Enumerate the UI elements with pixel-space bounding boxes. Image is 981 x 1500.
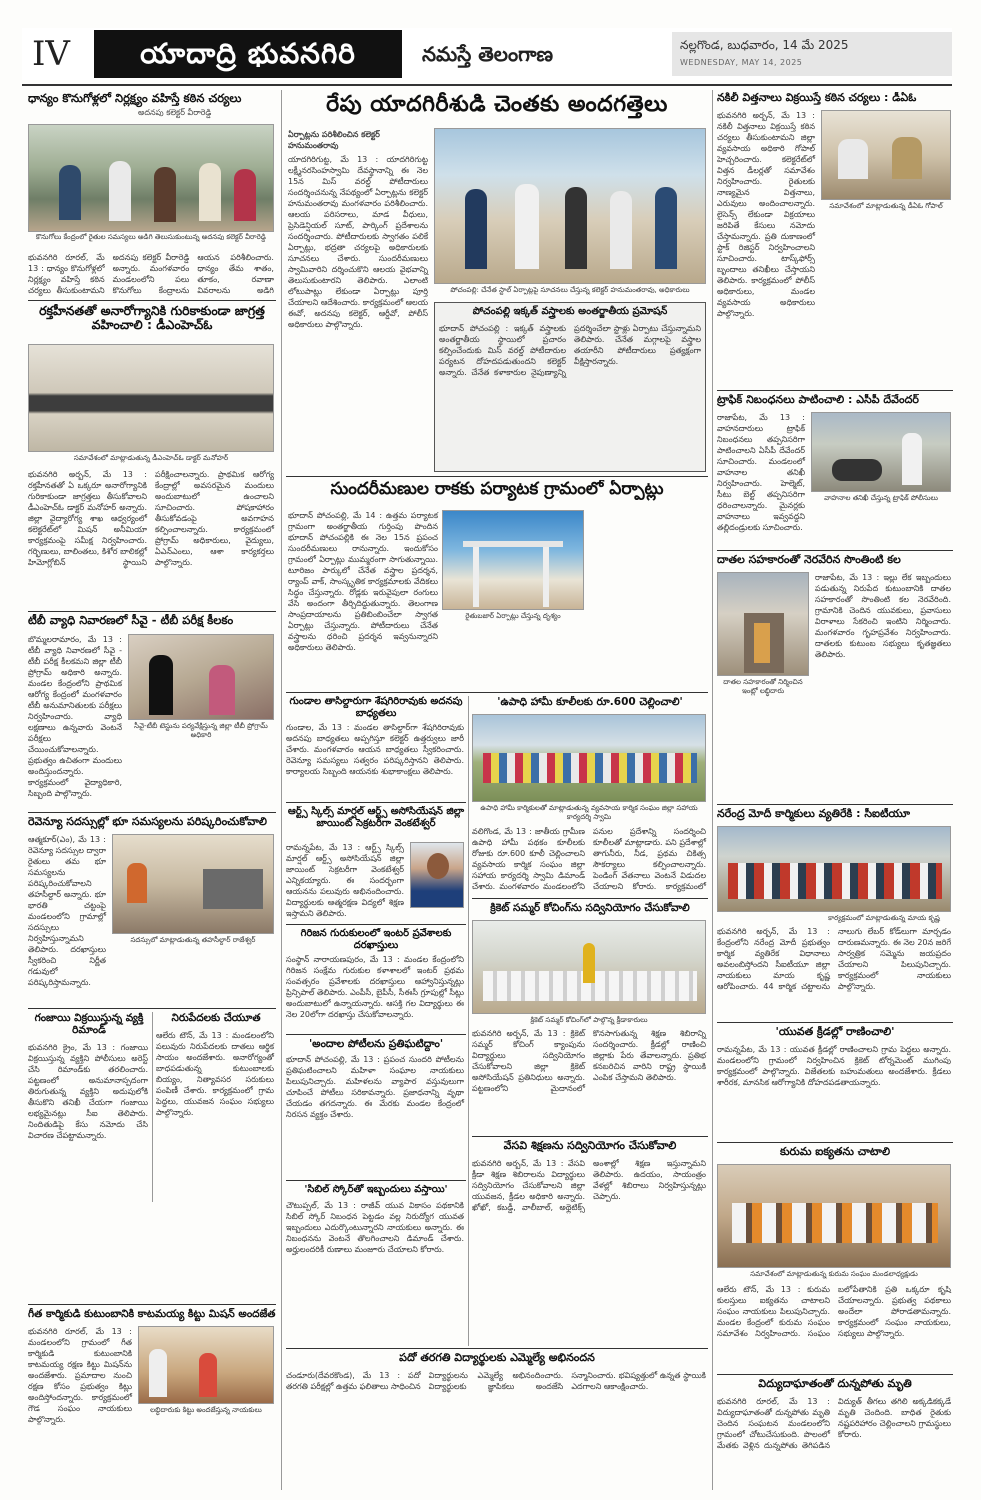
article-pochampally-arrangements <box>286 480 708 690</box>
paper-name: నమస్తే తెలంగాణ <box>422 42 554 66</box>
article-body: రామన్నపేట, మే 13 : ఆర్ట్స్ స్కిల్స్ మార్షల్ ఆర్ట్స్ అసోసియేషన్ జిల్లా జాయింట్ సెక్రటరీగా వెంకటేశ్వర్ ఎన్నికయ్యారు. ఈ సందర్భంగా ఆయనను పలువురు అభినందించారు. విద్యార్థులకు ఆత్మరక్షణ విద్యలో శిక్షణ ఇస్తామని తెలిపారు. <box>286 843 404 918</box>
column-divider <box>712 90 713 1490</box>
headline: విద్యుదాఘాతంతో దున్నపోతు మృతి <box>758 1378 912 1390</box>
photo-kit-distribution <box>138 1326 274 1404</box>
article-pageant-protest <box>286 1038 466 1178</box>
article-body: ఆత్మకూర్(ఎం), మే 13 : రెవెన్యూ సదస్సుల ద్వారా రైతులు తమ భూ సమస్యలను పరిష్కరించుకోవాలని తహసీల్దార్ అన్నారు. భూ భారతి చట్టంపై మండలంలోని గ్రామాల్లో సదస్సులు నిర్వహిస్తున్నామని తెలిపారు. దరఖాస్తులు స్వీకరించి నిర్ణీత గడువులో పరిష్కరిస్తామన్నారు. <box>28 835 106 987</box>
photo-caption: సమావేశంలో మాట్లాడుతున్న డీఏఓ గోపాల్ <box>829 202 943 210</box>
article-body: రాజాపేట, మే 13 : వాహనదారులు ట్రాఫిక్ నిబంధనలు తప్పనిసరిగా పాటించాలని ఏసీపీ దేవేందర్ సూచించారు. మండలంలో వాహనాల తనిఖీ నిర్వహించారు. హెల్మెట్, సీటు బెల్ట్ తప్పనిసరిగా ధరించాలన్నారు. మైనర్లకు వాహనాలు ఇవ్వవద్దని తల్లిదండ్రులకు సూచించారు. <box>717 413 805 532</box>
article-body: ఆలేరు టౌన్, మే 13 : మండలంలోని పలువురు నిరుపేదలకు దాతలు ఆర్థిక సాయం అందజేశారు. అనారోగ్యంతో బాధపడుతున్న కుటుంబాలకు బియ్యం, నిత్యావసర సరుకులు పంపిణీ చేశారు. కార్యక్రమంలో గ్రామ పెద్దలు, యువజన సంఘం సభ్యులు పాల్గొన్నారు. <box>156 1031 274 1117</box>
photo-caption: సీవై-టీబీ టెస్టును పర్యవేక్షిస్తున్న జిల్లా టీబీ ప్రోగ్రామ్ అధికారి <box>134 722 268 739</box>
section-rule <box>286 802 466 803</box>
section-rule <box>28 812 276 813</box>
headline: ఆర్ట్స్ స్కిల్స్ మార్షల్ ఆర్ట్స్ అసోసియేషన్ జిల్లా జాయింట్ సెక్రటరీగా వెంకటేశ్వర్ <box>287 806 465 829</box>
article-body: భువనగిరి అర్బన్, మే 13 : వేసవి క్రీడా శిక్షణ శిబిరాలను విద్యార్థులు సద్వినియోగం చేసుకోవాలని జిల్లా యువజన, క్రీడల అధికారి అన్నారు. ఖోఖో, కబడ్డీ, వాలీబాల్, అథ్లెటిక్స్ అంశాల్లో శిక్షణ ఇస్తున్నామని తెలిపారు. ఉదయం, సాయంత్రం వేళల్లో శిబిరాలు నిర్వహిస్తున్నట్లు చెప్పారు. <box>472 1159 706 1212</box>
article-toddy-tapper-kit <box>28 1308 276 1490</box>
photo-nrega-workers <box>472 714 706 802</box>
article-body: వలిగొండ, మే 13 : జాతీయ గ్రామీణ ఉపాధి హామీ పథకం కూలీలకు రోజుకు రూ.600 కూలీ చెల్లించాలని వ్యవసాయ కార్మిక సంఘం జిల్లా సహాయ కార్యదర్శి స్వామి డిమాండ్ చేశారు. మంగళవారం మండలంలోని పనుల ప్రదేశాన్ని సందర్శించి కూలీలతో మాట్లాడారు. పని ప్రదేశాల్లో తాగునీరు, నీడ, ప్రథమ చికిత్స సౌకర్యాలు కల్పించాలన్నారు. పెండింగ్ వేతనాలు వెంటనే విడుదల చేయాలని కోరారు. కార్యక్రమంలో <box>472 827 706 891</box>
section-rule <box>717 804 953 805</box>
headline: నిరుపేదలకు చేయూత <box>171 1012 261 1024</box>
article-electrocution <box>717 1378 953 1490</box>
photo-cricket-camp <box>472 920 706 1014</box>
section-rule <box>286 924 466 925</box>
photo-traffic-check <box>811 412 951 492</box>
section-rule <box>472 1136 708 1137</box>
photo-kuruma-meeting <box>717 1164 951 1268</box>
headline: కురుమ ఐక్యతను చాటాలి <box>779 1146 891 1158</box>
section-rule <box>286 476 708 477</box>
headline: వేసవి శిక్షణను సద్వినియోగం చేసుకోవాలి <box>503 1140 677 1152</box>
article-body: సంస్థాన్ నారాయణపురం, మే 13 : మండల కేంద్రంలోని గిరిజన సంక్షేమ గురుకుల కళాశాలలో ఇంటర్ ప్రథమ సంవత్సరం ప్రవేశాలకు దరఖాస్తులు ఆహ్వానిస్తున్నట్లు ప్రిన్సిపాల్ తెలిపారు. ఎంపీసీ, బైపీసీ, సీఈసీ గ్రూపుల్లో సీట్లు అందుబాటులో ఉన్నాయన్నారు. ఆసక్తి గల విద్యార్థులు ఈ నెల 20లోగా దరఖాస్తు చేసుకోవాలన్నారు. <box>286 955 464 1019</box>
headline: ధాన్యం కొనుగోళ్లలో నిర్లక్ష్యం వహిస్తే కఠిన చర్యలు <box>28 92 242 105</box>
section-rule <box>472 898 708 899</box>
photo-caption: కార్యక్రమంలో మాట్లాడుతున్న మాయ కృష్ణ <box>828 914 940 922</box>
headline: నకిలీ విత్తనాలు విక్రయిస్తే కఠిన చర్యలు : డీఏఓ <box>717 92 917 104</box>
photo-caption: కొనుగోలు కేంద్రంలో రైతుల సమస్యలు అడిగి తెలుసుకుంటున్న అదనపు కలెక్టర్ వీరారెడ్డి <box>36 233 266 241</box>
date-english: WEDNESDAY, MAY 14, 2025 <box>680 58 803 67</box>
section-rule <box>28 611 276 612</box>
article-charity <box>156 1012 276 1202</box>
article-paddy-procurement <box>28 92 276 297</box>
article-fake-seeds <box>717 92 953 388</box>
headline: 'ఉపాధి హామీ కూలీలకు రూ.600 చెల్లించాలి' <box>497 696 683 708</box>
section-rule <box>717 390 953 391</box>
article-body-bottom <box>717 242 951 386</box>
article-body: గుండాల, మే 13 : మండల తాసిల్దార్‌గా శేషగిరిరావుకు అదనపు బాధ్యతలు అప్పగిస్తూ కలెక్టర్ ఉత్తర్వులు జారీ చేశారు. మంగళవారం ఆయన బాధ్యతలు స్వీకరించారు. రెవెన్యూ సమస్యలు సత్వరం పరిష్కరిస్తానని తెలిపారు. కార్యాలయ సిబ్బంది ఆయనకు శుభాకాంక్షలు తెలిపారు. <box>286 723 464 776</box>
article-lead-miss-world <box>286 92 708 474</box>
byline: అదనపు కలెక్టర్ వీరారెడ్డి <box>138 108 212 118</box>
column-divider <box>152 1012 153 1202</box>
photo-tb-camp <box>128 634 274 720</box>
section-rule <box>286 1034 466 1035</box>
photo-caption: సమావేశంలో మాట్లాడుతున్న డీఎంహెచ్ఓ డాక్టర్ మనోహర్ <box>73 454 229 462</box>
article-body: భువనగిరి రూరల్, మే 13 : విద్యుదాఘాతంతో దున్నపోతు మృతి చెందిన సంఘటన మండలంలోని గ్రామంలో చోటుచేసుకుంది. పొలంలో మేతకు వెళ్లిన దున్నపోతు తెగిపడిన విద్యుత్ తీగలు తగిలి అక్కడికక్కడే మృతి చెందింది. బాధిత రైతుకు నష్టపరిహారం చెల్లించాలని గ్రామస్థులు కోరారు. <box>717 1397 951 1450</box>
date-box <box>672 32 952 76</box>
photo-dao-meeting <box>821 110 951 200</box>
article-body: చౌటుప్పల్, మే 13 : రాజీవ్ యువ వికాసం పథకానికి సిబిల్ స్కోర్ నిబంధన పెట్టడం వల్ల నిరుద్యోగ యువత ఇబ్బందులు ఎదుర్కొంటున్నారని నాయకులు అన్నారు. ఈ నిబంధనను వెంటనే తొలగించాలని డిమాండ్ చేశారు. అర్హులందరికీ రుణాలు మంజూరు చేయాలని కోరారు. <box>286 1201 464 1254</box>
photo-caption: ఉపాధి హామీ కార్మికులతో మాట్లాడుతున్న వ్యవసాయ కార్మిక సంఘం జిల్లా సహాయ కార్యదర్శి స్వామి <box>480 804 698 821</box>
masthead <box>22 28 952 80</box>
section-rule <box>286 1348 708 1349</box>
article-cibil-score <box>286 1184 466 1334</box>
section-rule <box>717 550 953 551</box>
section-rule <box>286 1180 466 1181</box>
article-youth-sports <box>717 1026 953 1140</box>
article-tahsildar <box>286 696 466 800</box>
article-body: ఆలేరు టౌన్, మే 13 : కురుమ కులస్తులు ఐక్యతను చాటాలని సంఘం నాయకులు పిలుపునిచ్చారు. మండల కేంద్రంలో కురుమ సంఘం సమావేశం నిర్వహించారు. సంఘం బలోపేతానికి ప్రతి ఒక్కరూ కృషి చేయాలన్నారు. ప్రభుత్వ పథకాలు అందేలా పోరాడతామన్నారు. కార్యక్రమంలో సంఘం నాయకులు, సభ్యులు పాల్గొన్నారు. <box>717 1285 951 1338</box>
article-body: యాదగిరిగుట్ట, మే 13 : యాదగిరిగుట్ట లక్ష్మీనరసింహస్వామి దేవస్థానాన్ని ఈ నెల 15న మిస్ వరల్డ్ పోటీదారులు సందర్శించనున్న నేపథ్యంలో ఏర్పాట్లను కలెక్టర్ హనుమంతరావు మంగళవారం పరిశీలించారు. ఆలయ పరిసరాలు, మాడ వీధులు, ప్రెసిడెన్షియల్ సూట్, పార్కింగ్ ప్రదేశాలను సందర్శించారు. పోటీదారులకు స్వాగతం పలికే ఏర్పాట్లు, భద్రతా చర్యలపై అధికారులకు సూచనలు చేశారు. సుందరీమణులు స్వామివారిని దర్శించుకొని ఆలయ వైభవాన్ని తెలుసుకుంటారని తెలిపారు. ఎలాంటి లోటుపాట్లు లేకుండా ఏర్పాట్లు పూర్తి చేయాలని ఆదేశించారు. కార్యక్రమంలో ఆలయ ఈవో, అదనపు కలెక్టర్, ఆర్డీవో, పోలీస్ అధికారులు పాల్గొన్నారు. <box>288 155 428 329</box>
photo-caption: పోచంపల్లి: చేనేత స్టాల్ ఏర్పాట్లపై సూచనలు చేస్తున్న కలెక్టర్ హనుమంతరావు, అధికారులు <box>450 286 690 294</box>
headline: గిరిజన గురుకులంలో ఇంటర్ ప్రవేశాలకు దరఖాస్తులు <box>300 928 452 951</box>
headline: 'సిబిల్ స్కోర్‌తో ఇబ్బందులు వస్తాయి' <box>304 1184 448 1195</box>
photo-new-house <box>717 572 809 676</box>
headline: రక్తహీనతతో అనారోగ్యానికి గురికాకుండా జాగ్రత్త వహించాలి : డీఎంహెచ్ఓ <box>39 304 265 333</box>
section-rule <box>717 1374 953 1375</box>
headline: గుండాల తాసిల్దారుగా శేషగిరిరావుకు అదనపు బాధ్యతలు <box>289 696 463 719</box>
headline: 'యువత క్రీడల్లో రాణించాలి' <box>775 1026 895 1038</box>
article-body: భువనగిరి రూరల్, మే 13 : ధాన్యం కొనుగోళ్లలో నిర్లక్ష్యం వహిస్తే కఠిన చర్యలు తీసుకుంటామని అదనపు కలెక్టర్ వీరారెడ్డి అన్నారు. మంగళవారం మండలంలోని పలు కొనుగోలు కేంద్రాలను ఆయన పరిశీలించారు. ధాన్యం తేమ శాతం, తూకం, రవాణా వివరాలను అడిగి <box>28 253 274 295</box>
article-summer-training <box>472 1140 708 1330</box>
headline: 'అందాల పోటీలను ప్రతిఘటిద్దాం' <box>308 1038 444 1050</box>
article-body: బొమ్మలరామారం, మే 13 : టీబీ వ్యాధి నివారణలో సీవై - టీబీ పరీక్ష కీలకమని జిల్లా టీబీ ప్రోగ్రామ్ అధికారి అన్నారు. మండల కేంద్రంలోని ప్రాథమిక ఆరోగ్య కేంద్రంలో మంగళవారం టీబీ అనుమానితులకు పరీక్షలు నిర్వహించారు. వ్యాధి లక్షణాలు ఉన్నవారు వెంటనే పరీక్షలు చేయించుకోవాలన్నారు. ప్రభుత్వం ఉచితంగా మందులు అందిస్తుందన్నారు. కార్యక్రమంలో వైద్యాధికారి, సిబ్బంది పాల్గొన్నారు. <box>28 635 122 798</box>
article-kuruma-unity <box>717 1146 953 1372</box>
article-tb-test <box>28 614 276 810</box>
sidebar-body: భూదాన్ పోచంపల్లి : ఇక్కత్ వస్త్రాలకు అంతర్జాతీయ స్థాయిలో ప్రచారం కల్పించేందుకు మిస్ వరల్డ్ పోటీదారుల పర్యటన దోహదపడుతుందని కలెక్టర్ అన్నారు. చేనేత కళాకారుల నైపుణ్యాన్ని ప్రదర్శించేలా స్టాళ్లు ఏర్పాటు చేస్తున్నామని తెలిపారు. చేనేత మగ్గాలపై వస్త్రాల తయారీని పోటీదారులు ప్రత్యక్షంగా వీక్షిస్తారన్నారు. <box>439 324 701 377</box>
byline: ఏర్పాట్లను పరిశీలించిన కలెక్టర్ హనుమంతరావు <box>288 130 380 150</box>
article-body: రాజాపేట, మే 13 : ఇల్లు లేక ఇబ్బందులు పడుతున్న నిరుపేద కుటుంబానికి దాతల సహకారంతో సొంతింటి కల నెరవేరింది. గ్రామానికి చెందిన యువకులు, ప్రవాసులు విరాళాలు సేకరించి ఇంటిని నిర్మించారు. మంగళవారం గృహప్రవేశం నిర్వహించారు. దాతలకు కుటుంబ సభ్యులు కృతజ్ఞతలు తెలిపారు. <box>815 573 951 659</box>
article-body: చండూరు(దేవరకొండ), మే 13 : పదో తరగతి పరీక్షల్లో ఉత్తమ ఫలితాలు సాధించిన విద్యార్థులను ఎమ్మెల్యే అభినందించారు. విద్యార్థులకు జ్ఞాపికలు అందజేసి సన్మానించారు. భవిష్యత్తులో ఉన్నత స్థాయికి ఎదగాలని ఆకాంక్షించారు. <box>286 1371 706 1391</box>
headline: టీబీ వ్యాధి నివారణలో సీవై - టీబీ పరీక్ష కీలకం <box>28 614 234 627</box>
lead-headline: రేపు యాదగిరీశుడి చెంతకు అందగత్తెలు <box>326 92 668 117</box>
section-rule <box>28 1008 276 1009</box>
page-number: IV <box>32 34 70 74</box>
article-citu <box>717 808 953 1020</box>
article-ssc-felicitation <box>286 1352 708 1490</box>
headline: రెవెన్యూ సదస్సుల్లో భూ సమస్యలను పరిష్కరించుకోవాలి <box>28 816 267 828</box>
photo-portrait <box>410 842 464 908</box>
photo-revenue-meeting <box>112 834 274 934</box>
article-body-part2 <box>588 510 706 686</box>
article-martial-arts <box>286 806 466 922</box>
date-telugu: నల్లగొండ, బుధవారం, 14 మే 2025 <box>680 38 849 52</box>
photo-caption: రైతుబజార్ ఏర్పాట్లు చేస్తున్న దృశ్యం <box>465 612 561 620</box>
headline: నరేంద్ర మోదీ కార్మికులు వ్యతిరేకి : సీఐటీయూ <box>717 808 911 820</box>
article-ganja-remand <box>28 1012 150 1202</box>
headline: సుందరీమణుల రాకకు పర్యాటక గ్రామంలో ఏర్పాట్లు <box>330 480 664 499</box>
photo-procurement-center <box>28 124 274 232</box>
article-body-top: భువనగిరి అర్బన్, మే 13 : నకిలీ విత్తనాలు విక్రయిస్తే కఠిన చర్యలు తీసుకుంటామని జిల్లా వ్యవసాయ అధికారి గోపాల్ హెచ్చరించారు. కలెక్టరేట్‌లో విత్తన డీలర్లతో సమావేశం నిర్వహించారు. రైతులకు నాణ్యమైన విత్తనాలు, ఎరువులు అందించాలన్నారు. లైసెన్స్ లేకుండా విక్రయాలు జరిపితే కేసులు నమోదు చేస్తామన్నారు. ప్రతి దుకాణంలో స్టాక్ రిజిస్టర్ నిర్వహించాలని సూచించారు. టాస్క్‌ఫోర్స్ బృందాలు తనిఖీలు చేస్తాయని తెలిపారు. కార్యక్రమంలో పోలీస్ అధికారులు, మండల వ్యవసాయ అధికారులు పాల్గొన్నారు. <box>717 111 815 318</box>
article-body: భువనగిరి అర్బన్, మే 13 : క్రికెట్ సమ్మర్ కోచింగ్ క్యాంపును విద్యార్థులు సద్వినియోగం చేసుకోవాలని జిల్లా క్రికెట్ అసోసియేషన్ ప్రతినిధులు అన్నారు. పట్టణంలోని మైదానంలో కొనసాగుతున్న శిక్షణ శిబిరాన్ని సందర్శించారు. క్రీడల్లో రాణించి జిల్లాకు పేరు తేవాలన్నారు. ప్రతిభ కనబరిచిన వారిని రాష్ట్ర స్థాయికి ఎంపిక చేస్తామని తెలిపారు. <box>472 1029 706 1093</box>
headline: దాతల సహకారంతో నెరవేరిన సొంతింటి కల <box>717 554 901 566</box>
article-body: భువనగిరి రూరల్, మే 13 : మండలంలోని గ్రామంలో గీత కార్మికుడి కుటుంబానికి కాటమయ్య రక్షణ కిట్టు మిషన్‌ను అందజేశారు. ప్రమాదాల నుంచి రక్షణ కోసం ప్రభుత్వం కిట్లు అందిస్తోందన్నారు. కార్యక్రమంలో గౌడ సంఘం నాయకులు పాల్గొన్నారు. <box>28 1327 132 1424</box>
article-tribal-gurukul <box>286 928 466 1032</box>
article-body: భువనగిరి అర్బన్, మే 13 : రక్తహీనతతో ఏ ఒక్కరూ అనారోగ్యానికి గురికాకుండా జాగ్రత్తలు తీసుకోవాలని డీఎంహెచ్ఓ డాక్టర్ మనోహర్ అన్నారు. జిల్లా వైద్యారోగ్య శాఖ ఆధ్వర్యంలో కలెక్టరేట్‌లో మిషన్ అనీమియా కార్యక్రమంపై సమీక్ష నిర్వహించారు. గర్భిణులు, బాలింతలు, కిశోర బాలికల్లో హిమోగ్లోబిన్ స్థాయిని పరీక్షించాలన్నారు. ప్రాథమిక ఆరోగ్య కేంద్రాల్లో అవసరమైన మందులు అందుబాటులో ఉంచాలని సూచించారు. పోషకాహారం తీసుకోవడంపై అవగాహన కల్పించాలన్నారు. కార్యక్రమంలో ప్రోగ్రామ్ అధికారులు, వైద్యులు, ఏఎన్ఎంలు, ఆశా కార్యకర్తలు పాల్గొన్నారు. <box>28 470 274 567</box>
article-body: రామన్నపేట, మే 13 : యువత క్రీడల్లో రాణించాలని గ్రామ పెద్దలు అన్నారు. మండలంలోని గ్రామంలో నిర్వహించిన క్రికెట్ టోర్నమెంట్ ముగింపు కార్యక్రమంలో పాల్గొన్నారు. విజేతలకు బహుమతులు అందజేశారు. క్రీడలు శారీరక, మానసిక ఆరోగ్యానికి దోహదపడతాయన్నారు. <box>717 1045 951 1087</box>
headline: క్రికెట్ సమ్మర్ కోచింగ్‌ను సద్వినియోగం చేసుకోవాలి <box>490 902 690 914</box>
article-traffic-rules <box>717 394 953 548</box>
article-body: భువనగిరి క్రైం, మే 13 : గంజాయి విక్రయిస్తున్న వ్యక్తిని పోలీసులు అరెస్ట్ చేసి రిమాండ్‌కు తరలించారు. పట్టణంలో అనుమానాస్పదంగా తిరుగుతున్న వ్యక్తిని అదుపులోకి తీసుకొని తనిఖీ చేయగా గంజాయి లభ్యమైనట్లు సీఐ తెలిపారు. నిందితుడిపై కేసు నమోదు చేసి విచారణ చేపట్టామన్నారు. <box>28 1043 148 1140</box>
article-revenue-sadassu <box>28 816 276 1006</box>
photo-caption: దాతల సహకారంతో నిర్మించిన ఇంట్లో లబ్ధిదారు <box>723 678 803 695</box>
photo-caption: సదస్సులో మాట్లాడుతున్న తహసీల్దార్ రాజేశ్వర్ <box>130 936 256 944</box>
column-divider <box>281 90 282 1490</box>
section-rule <box>286 692 708 693</box>
photo-caption: లబ్ధిదారుకు కిట్టు అందజేస్తున్న నాయకులు <box>150 1406 262 1414</box>
column-divider <box>468 696 469 1346</box>
photo-collector-inspection <box>434 128 706 284</box>
headline: పదో తరగతి విద్యార్థులకు ఎమ్మెల్యే అభినందన <box>399 1352 595 1364</box>
article-body: భూదాన్ పోచంపల్లి, మే 13 : ప్రపంచ సుందరి పోటీలను ప్రతిఘటించాలని మహిళా సంఘాల నాయకులు పిలుపునిచ్చారు. మహిళలను వ్యాపార వస్తువులుగా చూపించే పోటీలు సరికావన్నారు. ప్రజాధనాన్ని వృథా చేయడం తగదన్నారు. ఈ మేరకు మండల కేంద్రంలో నిరసన వ్యక్తం చేశారు. <box>286 1055 464 1119</box>
photo-caption: సమావేశంలో మాట్లాడుతున్న కురుమ సంఘం మండలాధ్యక్షుడు <box>750 1270 918 1278</box>
section-rule <box>28 1304 276 1305</box>
article-body: భువనగిరి అర్బన్, మే 13 : కేంద్రంలోని నరేంద్ర మోదీ ప్రభుత్వం కార్మిక వ్యతిరేక విధానాలు అవలంబిస్తోందని సీఐటీయూ జిల్లా నాయకులు మాయ కృష్ణ ఆరోపించారు. 44 కార్మిక చట్టాలను నాలుగు లేబర్ కోడ్‌లుగా మార్చడం దారుణమన్నారు. ఈ నెల 20న జరిగే సార్వత్రిక సమ్మెను జయప్రదం చేయాలని పిలుపునిచ్చారు. కార్యక్రమంలో నాయకులు పాల్గొన్నారు. <box>717 927 951 991</box>
article-anemia <box>28 304 276 609</box>
section-rule <box>717 1022 953 1023</box>
article-dream-house <box>717 554 953 802</box>
article-body-part1: భూదాన్ పోచంపల్లి, మే 14 : ఉత్తమ పర్యాటక గ్రామంగా అంతర్జాతీయ గుర్తింపు పొందిన భూదాన్ పోచంపల్లికి ఈ నెల 15న ప్రపంచ సుందరీమణులు రానున్నారు. ఇందుకోసం గ్రామంలో ఏర్పాట్లు ముమ్మరంగా సాగుతున్నాయి. టూరిజం పార్కులో చేనేత వస్త్రాల ప్రదర్శన, ర్యాంప్ వాక్, సాంస్కృతిక కార్యక్రమాలకు వేదికలు సిద్ధం చేస్తున్నారు. రోడ్లకు ఇరువైపులా రంగులు వేసి అందంగా తీర్చిదిద్దుతున్నారు. తెలంగాణ సాంప్రదాయాలను ప్రతిబింబించేలా స్వాగత ఏర్పాట్లు చేస్తున్నారు. పోటీదారులు చేనేత వస్త్రాలను ధరించి ప్రదర్శన ఇవ్వనున్నారని అధికారులు తెలిపారు. <box>288 511 438 652</box>
section-rule <box>28 300 276 301</box>
headline: ట్రాఫిక్ నిబంధనలు పాటించాలి : ఎసీపీ దేవేందర్ <box>717 394 919 406</box>
photo-citu-rally <box>717 826 951 912</box>
sidebar-box <box>434 302 706 472</box>
photo-stage-construction <box>442 510 584 610</box>
headline: గీత కార్మికుడి కుటుంబానికి కాటమయ్య కిట్టు మిషన్ అందజేత <box>28 1308 276 1320</box>
article-cricket-coaching <box>472 902 708 1134</box>
masthead-rule <box>22 84 952 86</box>
photo-caption: క్రికెట్ సమ్మర్ కోచింగ్‌లో పాల్గొన్న క్రీడాకారులు <box>530 1016 648 1024</box>
sidebar-title: పోచంపల్లి ఇక్కత్ వస్త్రాలకు అంతర్జాతీయ ప్రమోషన్ <box>472 306 668 317</box>
section-rule <box>717 1142 953 1143</box>
headline: గంజాయి విక్రయిస్తున్న వ్యక్తి రిమాండ్ <box>34 1012 144 1037</box>
district-banner: యాదాద్రి భువనగిరి <box>94 30 402 78</box>
photo-caption: వాహనాల తనిఖీ చేస్తున్న ట్రాఫిక్ పోలీసులు <box>824 494 938 502</box>
photo-meeting-hall <box>28 344 274 452</box>
article-nrega-wages <box>472 696 708 896</box>
